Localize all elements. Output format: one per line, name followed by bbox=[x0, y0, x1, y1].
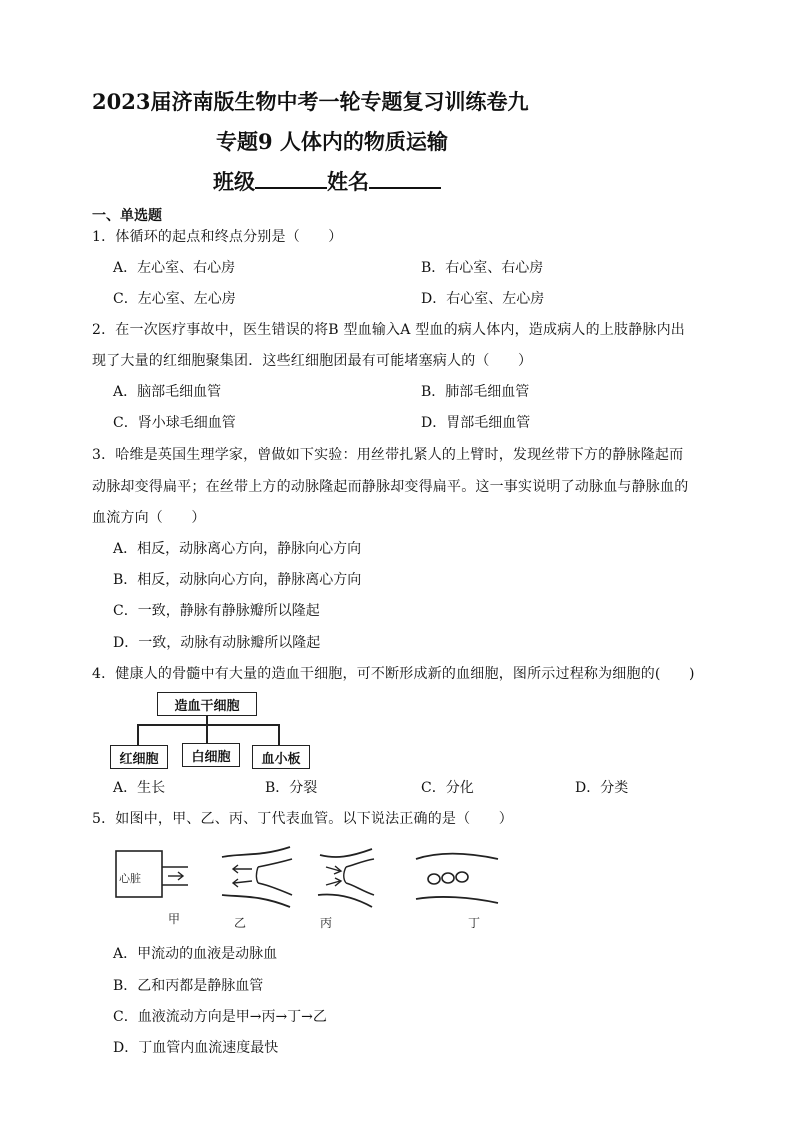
q5-option-c[interactable]: C．血液流动方向是甲→丙→丁→乙 bbox=[113, 1009, 327, 1025]
vessel-label-bing: 丙 bbox=[320, 916, 333, 930]
q3-option-d[interactable]: D．一致，动脉有动脉瓣所以隆起 bbox=[113, 635, 321, 651]
class-blank[interactable] bbox=[255, 167, 327, 189]
q4-option-a[interactable]: A．生长 bbox=[113, 780, 166, 796]
q5-option-d[interactable]: D．丁血管内血流速度最快 bbox=[113, 1040, 279, 1056]
q2-option-c[interactable]: C．肾小球毛细血管 bbox=[113, 415, 236, 431]
q3-option-c[interactable]: C．一致，静脉有静脉瓣所以隆起 bbox=[113, 603, 320, 619]
vessel-bing-wall bbox=[318, 895, 372, 908]
vessel-bing-branch bbox=[346, 883, 374, 895]
diagram-connector bbox=[278, 724, 280, 745]
q4-option-d[interactable]: D．分类 bbox=[575, 780, 629, 796]
q1-option-a[interactable]: A．左心室、右心房 bbox=[113, 260, 236, 276]
class-label: 班级 bbox=[213, 169, 255, 194]
q2-option-a[interactable]: A．脑部毛细血管 bbox=[113, 384, 222, 400]
vessel-bing-wall bbox=[320, 849, 372, 857]
diagram-platelet-box: 血小板 bbox=[252, 745, 310, 769]
vessel-ding-wall bbox=[416, 854, 498, 859]
vessel-label-ding: 丁 bbox=[468, 916, 481, 930]
question-1-stem: 1．体循环的起点和终点分别是（ ） bbox=[92, 229, 343, 245]
q2-option-b[interactable]: B．肺部毛细血管 bbox=[421, 384, 530, 400]
diagram-white-cell-box: 白细胞 bbox=[182, 743, 240, 767]
arrow-line bbox=[234, 881, 252, 883]
q4-option-c[interactable]: C．分化 bbox=[421, 780, 474, 796]
diagram-connector bbox=[137, 724, 279, 726]
question-5-stem: 5．如图中，甲、乙、丙、丁代表血管。以下说法正确的是（ ） bbox=[92, 811, 513, 827]
vessel-yi-wall bbox=[222, 847, 290, 857]
diagram-red-cell-box: 红细胞 bbox=[110, 745, 168, 769]
name-label: 姓名 bbox=[327, 169, 369, 194]
q1-option-c[interactable]: C．左心室、左心房 bbox=[113, 291, 236, 307]
q3-option-b[interactable]: B．相反，动脉向心方向，静脉离心方向 bbox=[113, 572, 362, 588]
vessel-yi-wall bbox=[222, 895, 290, 907]
vessel-yi-branch bbox=[258, 883, 292, 895]
q5-option-a[interactable]: A．甲流动的血液是动脉血 bbox=[113, 946, 278, 962]
q5-option-b[interactable]: B．乙和丙都是静脉血管 bbox=[113, 978, 264, 994]
diagram-stem-cell-box: 造血干细胞 bbox=[157, 692, 257, 716]
exam-subtitle: 专题9 人体内的物质运输 bbox=[216, 129, 448, 154]
vessel-bing-branch bbox=[344, 867, 346, 883]
diagram-connector bbox=[206, 724, 208, 745]
vessel-ding-wall bbox=[416, 897, 498, 903]
exam-title: 2023届济南版生物中考一轮专题复习训练卷九 bbox=[92, 89, 529, 114]
question-2-stem-line2: 现了大量的红细胞聚集团．这些红细胞团最有可能堵塞病人的（ ） bbox=[92, 353, 533, 369]
section-label: 一、单选题 bbox=[92, 208, 162, 224]
heart-label: 心脏 bbox=[119, 872, 141, 885]
red-cell bbox=[428, 874, 440, 884]
question-3-stem-line1: 3．哈维是英国生理学家，曾做如下实验：用丝带扎紧人的上臂时，发现丝带下方的静脉隆起而 bbox=[92, 447, 684, 463]
question-3-stem-line2: 动脉却变得扁平；在丝带上方的动脉隆起而静脉却变得扁平。这一事实说明了动脉血与静脉血的 bbox=[92, 479, 689, 495]
q3-option-a[interactable]: A．相反，动脉离心方向，静脉向心方向 bbox=[113, 541, 362, 557]
vessel-label-jia: 甲 bbox=[168, 912, 181, 926]
vessel-yi-branch bbox=[258, 859, 292, 867]
question-4-stem: 4．健康人的骨髓中有大量的造血干细胞，可不断形成新的血细胞，图所示过程称为细胞的( ) bbox=[92, 666, 695, 682]
q1-option-d[interactable]: D．右心室、左心房 bbox=[421, 291, 545, 307]
red-cell bbox=[442, 873, 454, 883]
vessel-bing-branch bbox=[346, 859, 374, 867]
q1-option-b[interactable]: B．右心室、右心房 bbox=[421, 260, 544, 276]
vessel-label-yi: 乙 bbox=[234, 916, 247, 930]
diagram-connector bbox=[137, 724, 139, 745]
name-blank[interactable] bbox=[369, 167, 441, 189]
class-name-line bbox=[213, 166, 441, 196]
question-2-stem-line1: 2．在一次医疗事故中，医生错误的将B 型血输入A 型血的病人体内，造成病人的上肢静脉内出 bbox=[92, 322, 686, 338]
vessel-yi-branch bbox=[257, 867, 259, 883]
q4-option-b[interactable]: B．分裂 bbox=[265, 780, 318, 796]
q2-option-d[interactable]: D．胃部毛细血管 bbox=[421, 415, 531, 431]
question-3-stem-line3: 血流方向（ ） bbox=[92, 510, 206, 526]
red-cell bbox=[456, 872, 468, 882]
